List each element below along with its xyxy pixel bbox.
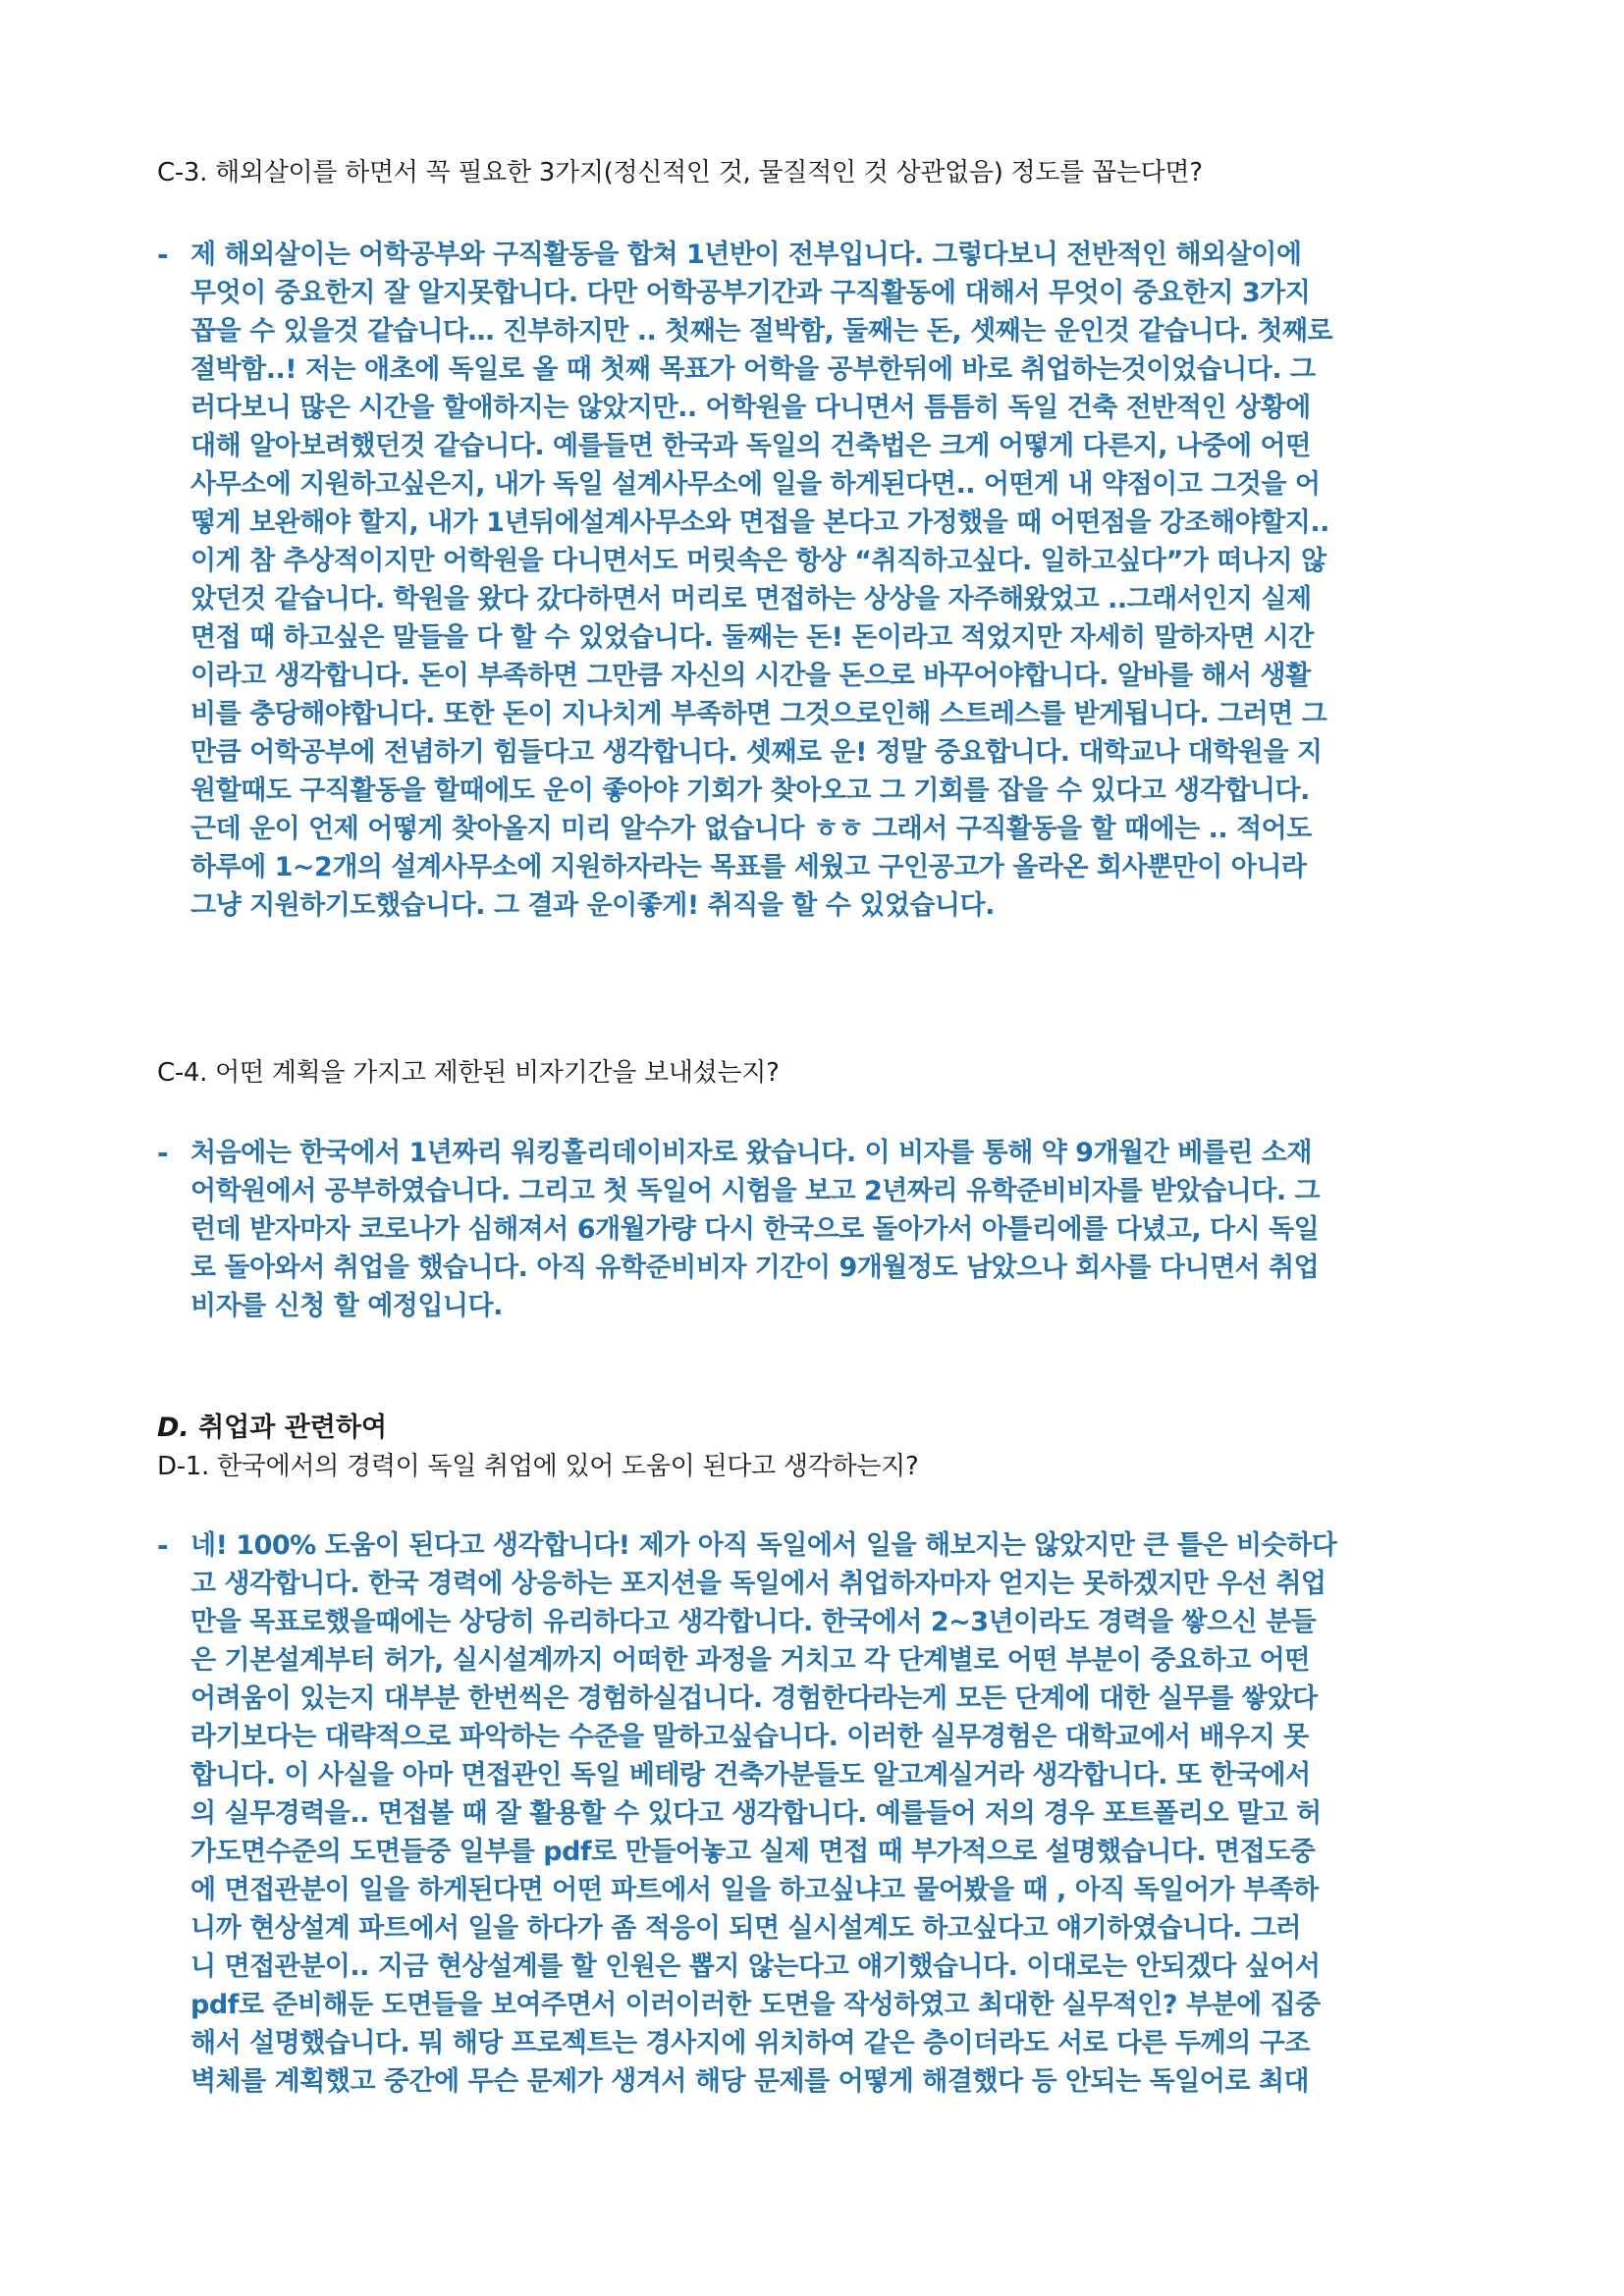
answer-line: 절박함..! 저는 애초에 독일로 올 때 첫째 목표가 어학을 공부한뒤에 바로 취업하는것이었습니다. 그: [190, 354, 1316, 385]
answer-line: 처음에는 한국에서 1년짜리 워킹홀리데이비자로 왔습니다. 이 비자를 통해 약 9개월간 베를린 소재: [190, 1138, 1312, 1168]
section-title: 취업과 관련하여: [189, 1413, 388, 1443]
answer-line: 만큼 어학공부에 전념하기 힘들다고 생각합니다. 셋째로 운! 정말 중요합니다. 대학교나 대학원을 지: [190, 737, 1323, 768]
answer-line: 비를 충당해야합니다. 또한 돈이 지나치게 부족하면 그것으로인해 스트레스를 받게됩니다. 그러면 그: [190, 699, 1327, 729]
bullet-dash: -: [157, 1137, 169, 1169]
answer-line: 그냥 지원하기도했습니다. 그 결과 운이좋게! 취직을 할 수 있었습니다.: [190, 890, 995, 921]
question-c4: C-4. 어떤 계획을 가지고 제한된 비자기간을 보내셨는지?: [157, 1058, 780, 1088]
bullet-dash: -: [157, 1529, 169, 1562]
answer-line: 러다보니 많은 시간을 할애하지는 않았지만.. 어학원을 다니면서 틈틈히 독일 건축 전반적인 상황에: [190, 393, 1311, 423]
answer-c4-lines: [190, 1134, 1496, 1325]
answer-line: 제 해외살이는 어학공부와 구직활동을 합쳐 1년반이 전부입니다. 그렇다보니 전반적인 해외살이에: [190, 240, 1302, 270]
section-letter: D.: [157, 1413, 189, 1443]
answer-c3-lines: [190, 236, 1496, 925]
answer-line: 의 실무경력을.. 면접볼 때 잘 활용할 수 있다고 생각합니다. 예를들어 저의 경우 포트폴리오 말고 허: [190, 1798, 1322, 1829]
answer-line: 하루에 1~2개의 설계사무소에 지원하자라는 목표를 세웠고 구인공고가 올라온 회사뿐만이 아니라: [190, 852, 1307, 882]
answer-line: 어려움이 있는지 대부분 한번씩은 경험하실겁니다. 경험한다라는게 모든 단계에 대한 실무를 쌓았다: [190, 1683, 1318, 1714]
answer-d1-lines: [190, 1526, 1496, 2101]
answer-line: 이라고 생각합니다. 돈이 부족하면 그만큼 자신의 시간을 돈으로 바꾸어야합니다. 알바를 해서 생활: [190, 661, 1311, 691]
answer-line: 니 면접관분이.. 지금 현상설계를 할 인원은 뽑지 않는다고 얘기했습니다. 이대로는 안되겠다 싶어서: [190, 1951, 1321, 1982]
question-d1: D-1. 한국에서의 경력이 독일 취업에 있어 도움이 된다고 생각하는지?: [157, 1452, 919, 1481]
answer-line: 은 기본설계부터 허가, 실시설계까지 어떠한 과정을 거치고 각 단계별로 어떤 부분이 중요하고 어떤: [190, 1645, 1310, 1676]
answer-line: 면접 때 하고싶은 말들을 다 할 수 있었습니다. 둘째는 돈! 돈이라고 적었지만 자세히 말하자면 시간: [190, 622, 1314, 653]
answer-line: 런데 받자마자 코로나가 심해져서 6개월가량 다시 한국으로 돌아가서 아틀리에를 다녔고, 다시 독일: [190, 1214, 1320, 1245]
answer-line: pdf로 준비해둔 도면들을 보여주면서 이러이러한 도면을 작성하였고 최대한 실무적인? 부분에 집중: [190, 1990, 1321, 2020]
answer-line: 합니다. 이 사실을 아마 면접관인 독일 베테랑 건축가분들도 알고계실거라 생각합니다. 또 한국에서: [190, 1760, 1311, 1790]
answer-line: 무엇이 중요한지 잘 알지못합니다. 다만 어학공부기간과 구직활동에 대해서 무엇이 중요한지 3가지: [190, 278, 1311, 308]
answer-line: 가도면수준의 도면들중 일부를 pdf로 만들어놓고 실제 면접 때 부가적으로 설명했습니다. 면접도중: [190, 1837, 1316, 1867]
answer-line: 꼽을 수 있을것 같습니다… 진부하지만 .. 첫째는 절박함, 둘째는 돈, 셋째는 운인것 같습니다. 첫째로: [190, 316, 1333, 347]
answer-line: 았던것 같습니다. 학원을 왔다 갔다하면서 머리로 면접하는 상상을 자주해왔었고 ..그래서인지 실제: [190, 584, 1312, 614]
answer-line: 이게 참 추상적이지만 어학원을 다니면서도 머릿속은 항상 “취직하고싶다. 일하고싶다”가 떠나지 않: [190, 546, 1326, 576]
bullet-dash: -: [157, 239, 169, 271]
section-heading-d: [157, 1411, 387, 1446]
answer-line: 라기보다는 대략적으로 파악하는 수준을 말하고싶습니다. 이러한 실무경험은 대학교에서 배우지 못: [190, 1722, 1309, 1752]
answer-line: 어학원에서 공부하였습니다. 그리고 첫 독일어 시험을 보고 2년짜리 유학준비비자를 받았습니다. 그: [190, 1176, 1321, 1206]
question-c3: C-3. 해외살이를 하면서 꼭 필요한 3가지(정신적인 것, 물질적인 것 상관없음) 정도를 꼽는다면?: [157, 158, 1203, 187]
answer-line: 에 면접관분이 일을 하게된다면 어떤 파트에서 일을 하고싶냐고 물어봤을 때 , 아직 독일어가 부족하: [190, 1875, 1319, 1905]
answer-line: 해서 설명했습니다. 뭐 해당 프로젝트는 경사지에 위치하여 같은 층이더라도 서로 다른 두께의 구조: [190, 2028, 1310, 2058]
answer-line: 로 돌아와서 취업을 했습니다. 아직 유학준비비자 기간이 9개월정도 남았으나 회사를 다니면서 취업: [190, 1253, 1320, 1283]
answer-line: 근데 운이 언제 어떻게 찾아올지 미리 알수가 없습니다 ㅎㅎ 그래서 구직활동을 할 때에는 .. 적어도: [190, 814, 1312, 844]
answer-line: 네! 100% 도움이 된다고 생각합니다! 제가 아직 독일에서 일을 해보지는 않았지만 큰 틀은 비슷하다: [190, 1530, 1337, 1561]
answer-line: 떻게 보완해야 할지, 내가 1년뒤에설계사무소와 면접을 본다고 가정했을 때 어떤점을 강조해야할지..: [190, 507, 1329, 538]
answer-line: 비자를 신청 할 예정입니다.: [190, 1291, 503, 1321]
answer-line: 니까 현상설계 파트에서 일을 하다가 좀 적응이 되면 실시설계도 하고싶다고 얘기하였습니다. 그러: [190, 1913, 1301, 1944]
answer-line: 벽체를 계획했고 중간에 무슨 문제가 생겨서 해당 문제를 어떻게 해결했다 등 안되는 독일어로 최대: [190, 2066, 1309, 2097]
answer-line: 대해 알아보려했던것 같습니다. 예를들면 한국과 독일의 건축법은 크게 어떻게 다른지, 나중에 어떤: [190, 431, 1311, 461]
answer-line: 원할때도 구직활동을 할때에도 운이 좋아야 기회가 찾아오고 그 기회를 잡을 수 있다고 생각합니다.: [190, 775, 1310, 806]
answer-line: 사무소에 지원하고싶은지, 내가 독일 설계사무소에 일을 하게된다면.. 어떤게 내 약점이고 그것을 어: [190, 469, 1321, 500]
answer-line: 고 생각합니다. 한국 경력에 상응하는 포지션을 독일에서 취업하자마자 얻지는 못하겠지만 우선 취업: [190, 1569, 1326, 1599]
answer-line: 만을 목표로했을때에는 상당히 유리하다고 생각합니다. 한국에서 2~3년이라도 경력을 쌓으신 분들: [190, 1607, 1317, 1637]
